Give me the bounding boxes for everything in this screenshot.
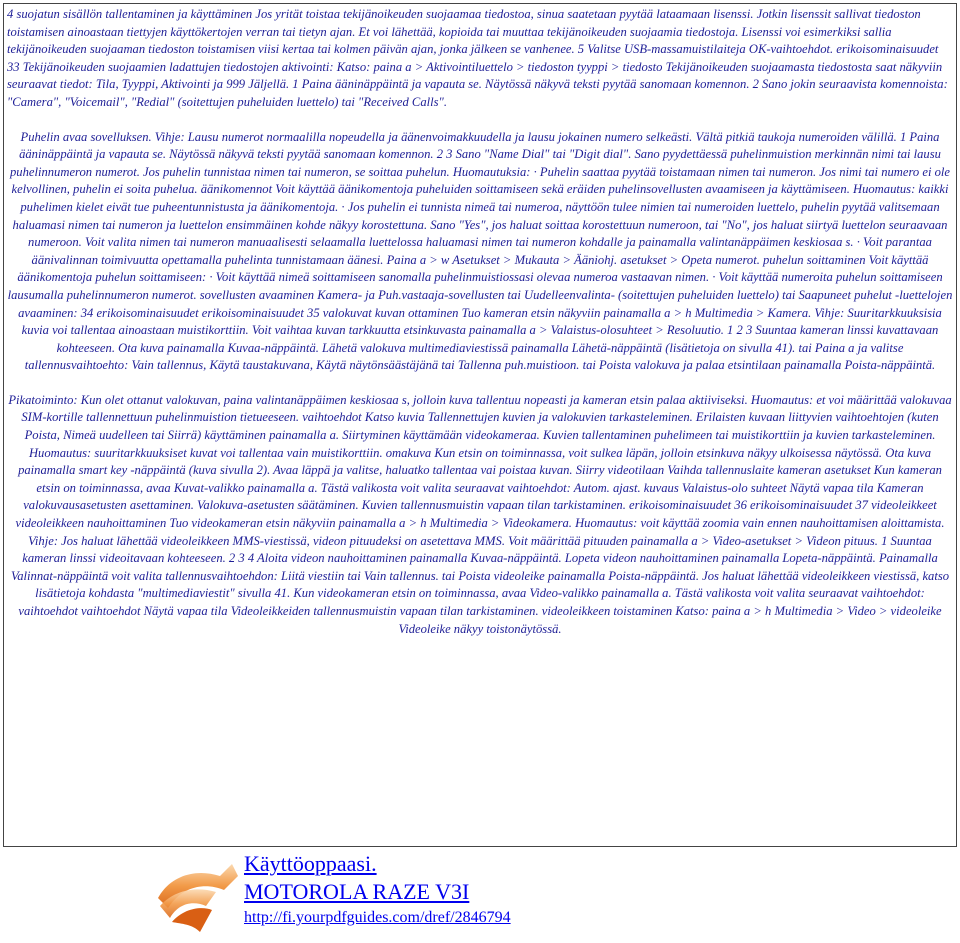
body-paragraph: Pikatoiminto: Kun olet ottanut valokuvan, paina valintanäppäimen keskiosaa s, jolloin kuva tallentuu nopeasti ja kameran etsin palaa aktiiviseksi. Huomautus: et voi määrittää valokuvaa SIM-kortille tallennettuun puhelinmuistion tietueeseen. vaihtoehdot Katso kuvia Tallennettujen kuvien ja valokuvien tarkasteleminen. Erilaisten kuvaan liittyvien vaihtoehtojen (kuten Poista, Nimeä uudelleen tai Siirrä) käyttäminen painamalla a. Siirtyminen käyttämään videokameraa. Kuvien tallentaminen puhelimeen tai muistikorttiin ja kuvien tarkasteleminen. Huomautus: suuritarkkuuksiset kuvat voi tallentaa vain muistikorttiin. omakuva Kun etsin on toiminnassa, voit sulkea läpän, jolloin etsinkuva näkyy ulkoisessa näytössä. Ota kuva painamalla smart key -näppäintä (kuva sivulla 2). Avaa läppä ja valitse, haluatko tallentaa vai poistaa kuvan. Siirry videotilaan Vaihda tallennuslaite kameran asetukset Kun kameran etsin on toiminnassa, avaa Kuvat-valikko painamalla a. Tästä valikosta voit valita seuraavat vaihtoehdot: Autom. ajast. kuvaus Valaistus-olo suhteet Näytä vapaa tila Kameran valokuvausasetusten asettaminen. Valokuva-asetusten säätäminen. Kuvien tallennusmuistin vapaan tilan tarkistaminen. erikoisominaisuudet 36 erikoisominaisuudet 37 videoleikkeet videoleikkeen nauhoittaminen Tuo videokameran etsin näkyviin painamalla a > h Multimedia > Videokamera. Huomautus: voit käyttää zoomia vain ennen nauhoittamisen aloittamista. Vihje: Jos haluat lähettää videoleikkeen MMS-viestissä, videon pituudeksi on asetettava MMS. Voit määrittää pituuden painamalla a > Video-asetukset > Videon pituus. 1 Suuntaa kameran linssi videoitavaan kohteeseen. 2 3 4 Aloita videon nauhoittaminen painamalla Kuvaa-näppäintä. Lopeta videon nauhoittaminen painamalla Lopeta-näppäintä. Painamalla Valinnat-näppäintä voit valita tallennusvaihtoehdon: Liitä viestiin tai Vain tallennus. tai Poista videoleike painamalla Poista-näppäintä. Jos haluat lähettää videoleikkeen viestissä, katso lisätietoja kohdasta "multimediaviestit" sivulla 41. Kun videokameran etsin on toiminnassa, avaa Video-valikko painamalla a. Tästä valikosta voit valita seuraavat vaihtoehdot: vaihtoehdot vaihtoehdot Näytä vapaa tila Videoleikkeiden tallennusmuistin vapaan tilan tarkistaminen. videoleikkeen toistaminen Katso: paina a > h Multimedia > Video > videoleike Videoleike näkyy toistonäytössä. <box>8 392 952 636</box>
paragraph-gap <box>7 375 953 392</box>
manual-title-link[interactable]: Käyttöoppaasi. <box>244 851 377 876</box>
footer <box>150 846 950 941</box>
product-name-link[interactable]: MOTOROLA RAZE V3I <box>244 879 470 904</box>
manual-url-link[interactable]: http://fi.yourpdfguides.com/dref/2846794 <box>244 909 511 926</box>
document-page <box>3 3 957 847</box>
paragraph-gap <box>7 112 953 129</box>
body-paragraph: Puhelin avaa sovelluksen. Vihje: Lausu numerot normaalilla nopeudella ja äänenvoimakkuudella ja lausu jokainen numero selkeästi. Vältä pitkiä taukoja numeroiden välillä. 1 Paina ääninäppäintä ja vapauta se. Näytössä näkyvä teksti pyytää sanomaan komennon. 2 3 Sano "Name Dial" tai "Digit dial". Sano pyydettäessä puhelinmuistion merkinnän nimi tai lausu puhelinnumeron numerot. Jos puhelin tunnistaa nimen tai numeron, se soittaa puhelun. Huomautuksia: · Puhelin saattaa pyytää toistamaan nimen tai numeron. Jos nimi tai numero ei ole kelvollinen, puhelin ei soita puhelua. äänikomennot Voit käyttää äänikomentoja puheluiden soittamiseen sekä eräiden puhelinsovellusten avaamiseen ja käyttämiseen. Huomautus: kaikki puhelimen kielet eivät tue puheentunnistusta ja äänikomentoja. · Jos puhelin ei tunnista nimeä tai numeroa, näyttöön tulee nimien tai numeroiden luettelo, puhelin pyytää valitsemaan haluamasi nimen tai numeron ja luettelon ensimmäinen kohde näkyy korostettuna. Sano "Yes", jos haluat soittaa korostettuun numeroon, tai "No", jos haluat siirtyä luettelon seuraavaan numeroon. Voit valita nimen tai numeron manuaalisesti selaamalla luettelossa haluamasi nimen tai numeron kohdalle ja painamalla valintanäppäimen keskiosaa s. · Voit parantaa äänivalinnan toimivuutta opettamalla puhelinta tunnistamaan äänesi. Paina a > w Asetukset > Mukauta > Ääniohj. asetukset > Opeta numerot. puhelun soittaminen Voit käyttää äänikomentoja puhelun soittamiseen: · Voit käyttää nimeä soittamiseen sanomalla puhelinmuistiossasi olevaa numeroa vastaavan nimen. · Voit käyttää numeroita puhelun soittamiseen lausumalla puhelinnumeron numerot. sovellusten avaaminen Kamera- ja Puh.vastaaja-sovellusten tai Uudelleenvalinta- (soitettujen puheluiden luettelo) tai Saapuneet puhelut -luettelojen avaaminen: 34 erikoisominaisuudet erikoisominaisuudet 35 valokuvat kuvan ottaminen Tuo kameran etsin näkyviin painamalla a > h Multimedia > Kamera. Vihje: Suuritarkkuuksisia kuvia voi tallentaa ainoastaan muistikorttiin. Voit vaihtaa kuvan tarkkuutta etsinkuvasta painamalla a > Valaistus-olosuhteet > Resoluutio. 1 2 3 Suuntaa kameran linssi kuvattavaan kohteeseen. Ota kuva painamalla Kuvaa-näppäintä. Lähetä valokuva multimediaviestissä painamalla Lähetä-näppäintä (lisätietoja on sivulla 41). tai Paina a ja valitse tallennusvaihtoehto: Vain tallennus, Käytä taustakuvana, Käytä näytönsäästäjänä tai Tallenna puh.muistioon. tai Poista valokuva ja palaa etsintilaan painamalla Poista-näppäintä. <box>7 129 953 373</box>
footer-links <box>244 850 511 930</box>
motorola-logo-icon <box>150 846 245 941</box>
body-paragraph: 4 suojatun sisällön tallentaminen ja käyttäminen Jos yrität toistaa tekijänoikeuden suojaamaa tiedostoa, sinua saatetaan pyytää lataamaan lisenssi. Jotkin lisenssit sallivat tiedoston toistamisen ainoastaan tiettyjen käyttökertojen verran tai tietyn ajan. Et voi lähettää, kopioida tai muuttaa tekijänoikeuden suojaamia tiedostoja. Lisenssi voi esimerkiksi sallia tekijänoikeuden suojaaman tiedoston toistamisen viisi kertaa tai kolmen päivän ajan, jonka jälkeen se vanhenee. 5 Valitse USB-massamuistilaiteja OK-vaihtoehdot. erikoisominaisuudet 33 Tekijänoikeuden suojaamien ladattujen tiedostojen aktivointi: Katso: paina a > Aktivointiluettelo > tiedoston tyyppi > tiedosto Tekijänoikeuden suojaamasta tiedostosta saat näkyviin seuraavat tiedot: Tila, Tyyppi, Aktivointi ja 999 Jäljellä. 1 Paina ääninäppäintä ja vapauta se. Näytössä näkyvä teksti pyytää sanomaan komennon. 2 Sano jokin seuraavista komennoista: "Camera", "Voicemail", "Redial" (soitettujen puheluiden luettelo) tai "Received Calls". <box>7 7 948 109</box>
document-body <box>7 6 953 638</box>
